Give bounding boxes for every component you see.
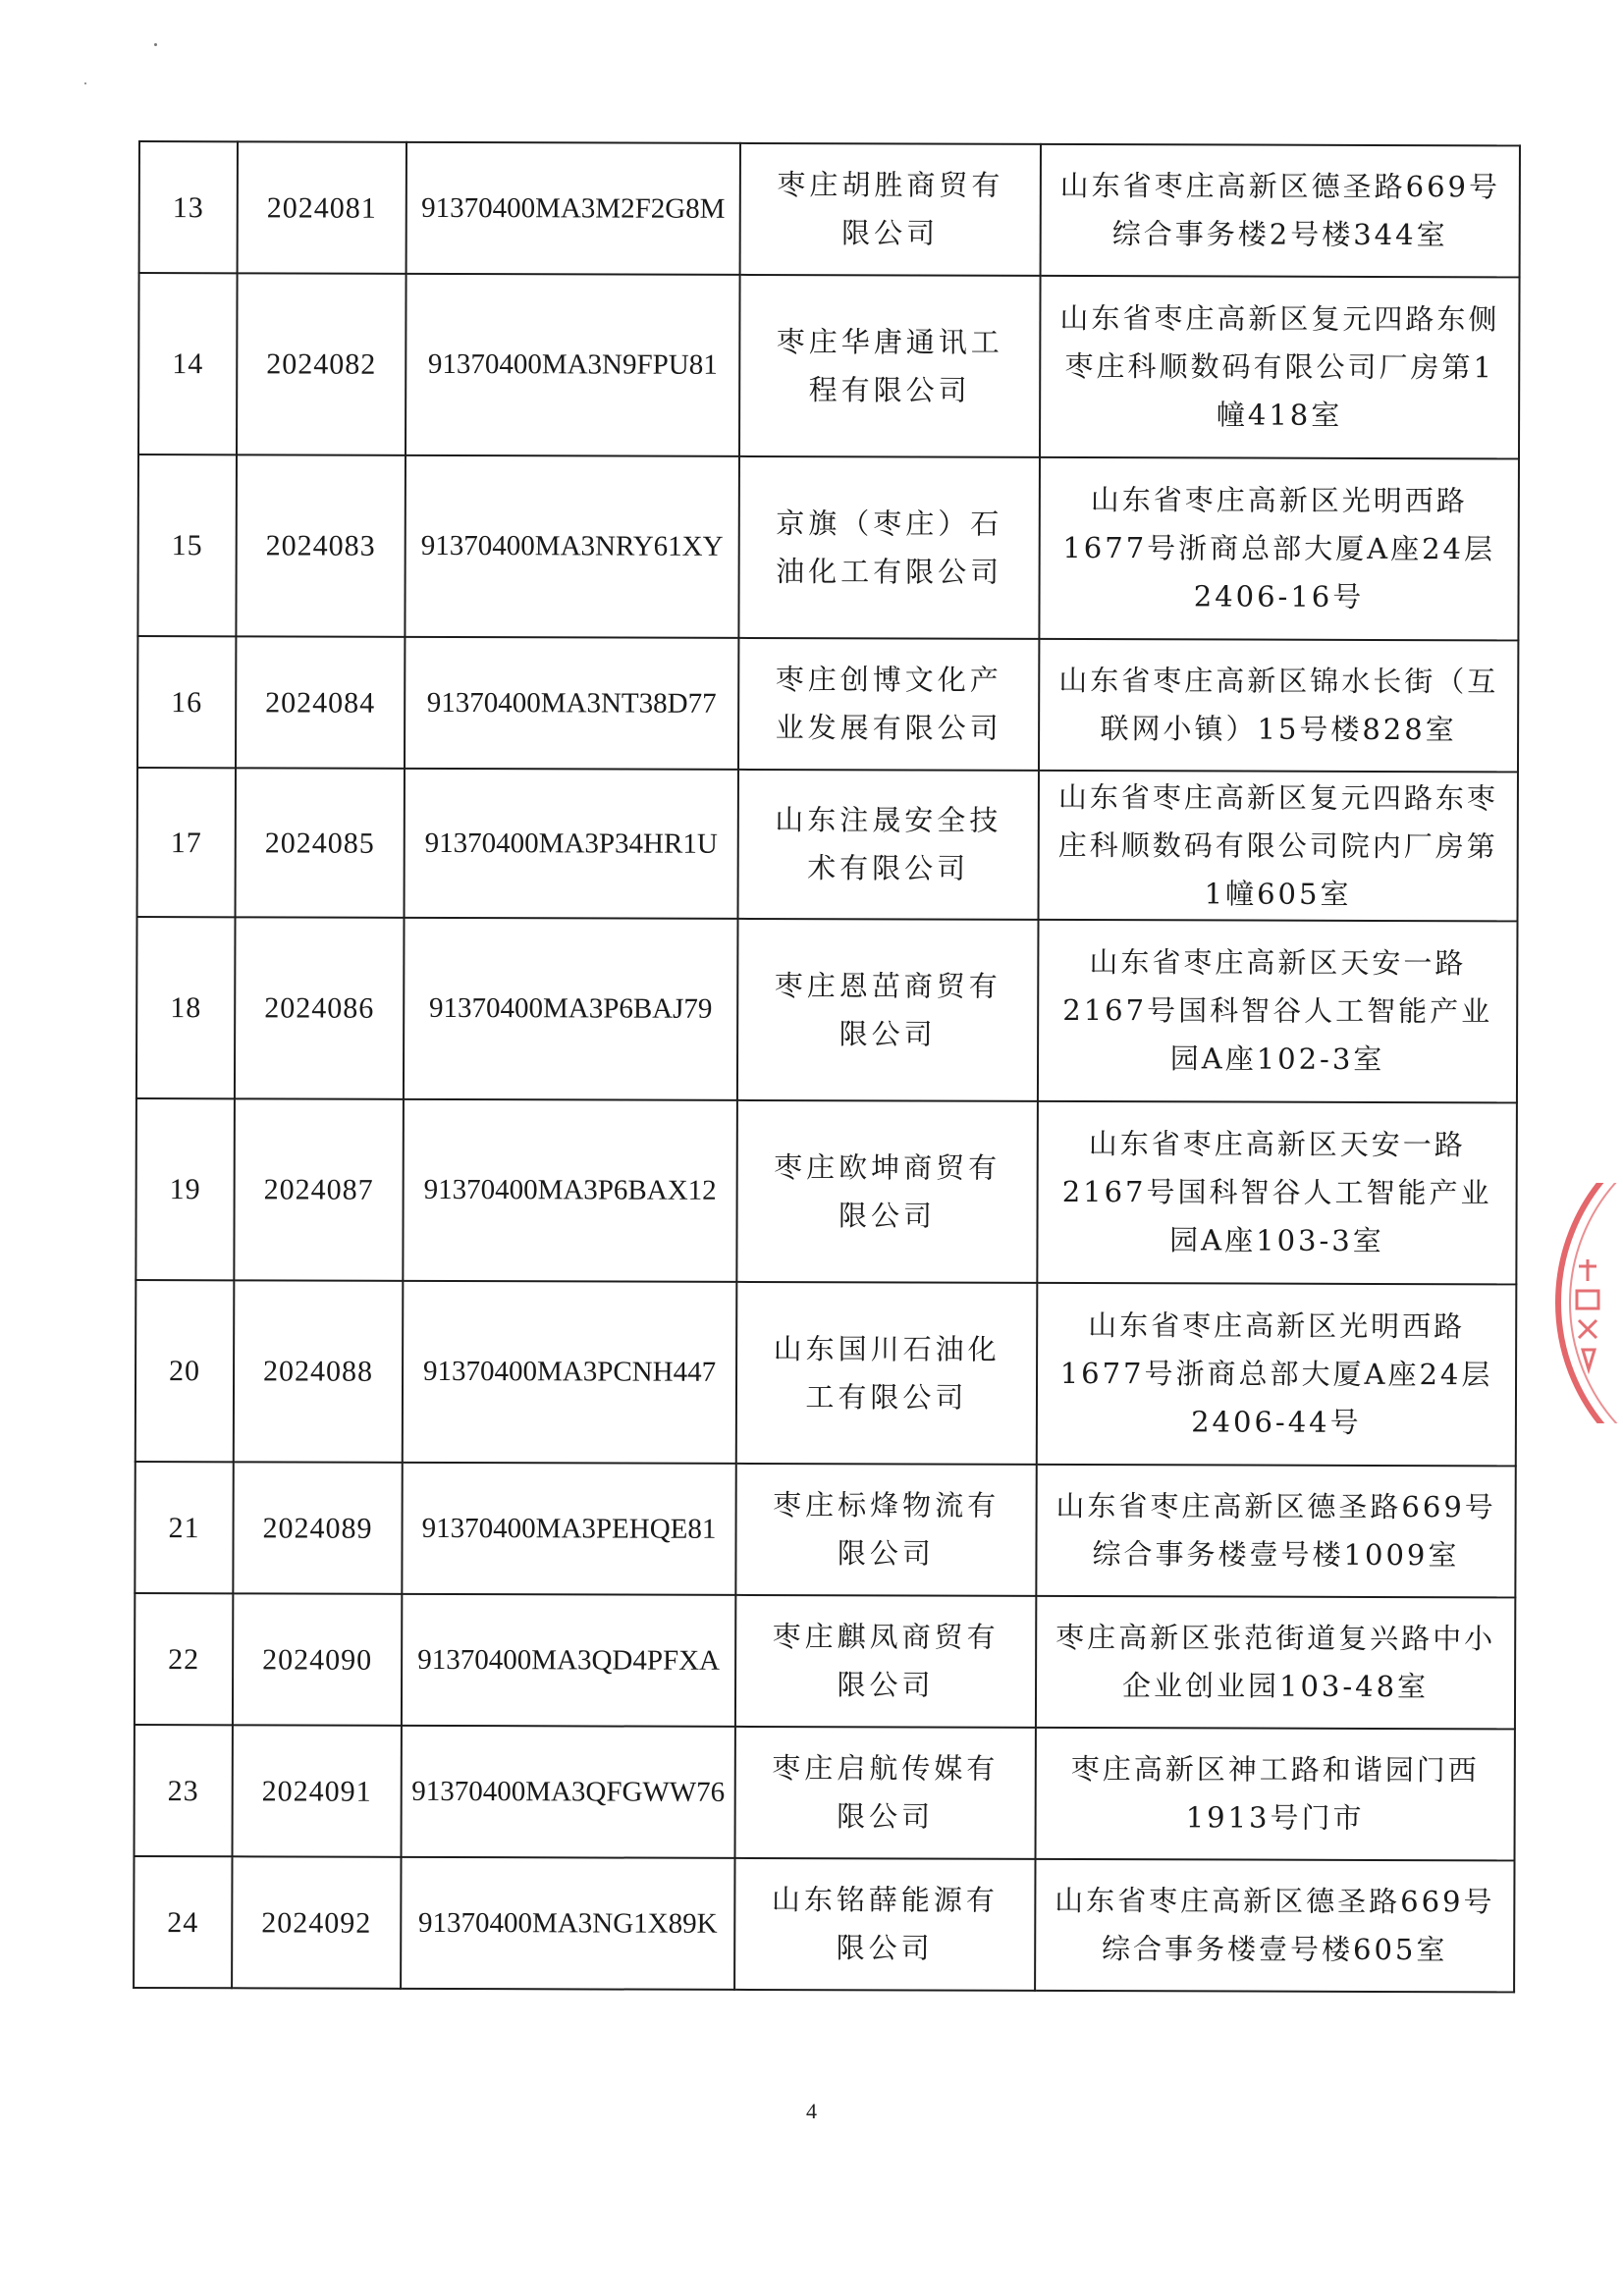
registration-code-cell: 2024089	[233, 1462, 402, 1594]
row-index-cell: 19	[135, 1098, 235, 1280]
table-row	[137, 768, 1518, 921]
registration-code-cell: 2024082	[237, 273, 406, 455]
table-row	[137, 636, 1518, 772]
scan-speck	[84, 82, 86, 84]
credit-code-cell: 91370400MA3P34HR1U	[405, 769, 738, 919]
credit-code-cell: 91370400MA3N9FPU81	[406, 274, 740, 456]
company-name-cell: 枣庄标烽物流有限公司	[735, 1464, 1036, 1596]
company-name-cell: 山东国川石油化工有限公司	[736, 1282, 1038, 1465]
row-index-cell: 21	[135, 1462, 233, 1593]
table-row	[139, 141, 1520, 277]
registry-table-body	[134, 141, 1520, 1992]
credit-code-cell: 91370400MA3NRY61XY	[405, 455, 739, 638]
credit-code-cell: 91370400MA3NT38D77	[405, 637, 738, 770]
address-cell: 枣庄高新区神工路和谐园门西1913号门市	[1036, 1728, 1515, 1861]
company-name-cell: 枣庄华唐通讯工程有限公司	[739, 275, 1041, 457]
company-name-cell: 枣庄恩茁商贸有限公司	[737, 919, 1039, 1101]
table-row	[137, 454, 1519, 640]
registration-code-cell: 2024087	[234, 1098, 404, 1281]
address-cell: 山东省枣庄高新区复元四路东枣庄科顺数码有限公司院内厂房第1幢605室	[1039, 771, 1518, 922]
credit-code-cell: 91370400MA3PCNH447	[403, 1281, 737, 1464]
address-cell: 山东省枣庄高新区天安一路2167号国科智谷人工智能产业园A座103-3室	[1037, 1101, 1517, 1285]
enterprise-registry-table	[133, 140, 1521, 1993]
address-cell: 山东省枣庄高新区锦水长街（互联网小镇）15号楼828室	[1039, 639, 1518, 773]
address-cell: 山东省枣庄高新区天安一路2167号国科智谷人工智能产业园A座102-3室	[1038, 920, 1518, 1103]
company-name-cell: 山东铭薛能源有限公司	[734, 1858, 1035, 1991]
credit-code-cell: 91370400MA3QFGWW76	[402, 1726, 735, 1858]
row-index-cell: 17	[137, 768, 236, 917]
company-name-cell: 山东注晟安全技术有限公司	[738, 770, 1039, 920]
registration-code-cell: 2024086	[235, 917, 405, 1099]
seal-stamp	[1549, 1183, 1623, 1423]
address-cell: 山东省枣庄高新区德圣路669号综合事务楼2号楼344室	[1041, 144, 1520, 278]
company-name-cell: 枣庄欧坤商贸有限公司	[736, 1100, 1038, 1283]
credit-code-cell: 91370400MA3M2F2G8M	[406, 142, 740, 275]
credit-code-cell: 91370400MA3PEHQE81	[402, 1463, 735, 1595]
registration-code-cell: 2024092	[232, 1856, 401, 1989]
row-index-cell: 20	[135, 1280, 235, 1462]
credit-code-cell: 91370400MA3P6BAX12	[403, 1099, 737, 1282]
registration-code-cell: 2024083	[236, 454, 406, 637]
address-cell: 枣庄高新区张范街道复兴路中小企业创业园103-48室	[1036, 1596, 1515, 1730]
credit-code-cell: 91370400MA3QD4PFXA	[402, 1594, 735, 1727]
table-row	[135, 1593, 1515, 1729]
registration-code-cell: 2024084	[236, 636, 405, 769]
company-name-cell: 京旗（枣庄）石油化工有限公司	[738, 456, 1040, 639]
row-index-cell: 22	[135, 1593, 233, 1725]
registration-code-cell: 2024090	[233, 1593, 402, 1726]
registration-code-cell: 2024088	[234, 1280, 404, 1463]
row-index-cell: 15	[137, 454, 237, 636]
credit-code-cell: 91370400MA3NG1X89K	[401, 1857, 734, 1990]
company-name-cell: 枣庄启航传媒有限公司	[735, 1727, 1036, 1859]
address-cell: 山东省枣庄高新区光明西路1677号浙商总部大厦A座24层2406-16号	[1039, 457, 1519, 641]
row-index-cell: 23	[135, 1725, 233, 1856]
page-number: 4	[806, 2099, 817, 2123]
address-cell: 山东省枣庄高新区复元四路东侧枣庄科顺数码有限公司厂房第1幢418室	[1040, 276, 1520, 459]
registration-code-cell: 2024085	[236, 768, 405, 918]
row-index-cell: 13	[139, 141, 238, 273]
registration-code-cell: 2024081	[238, 141, 406, 274]
row-index-cell: 18	[136, 917, 236, 1098]
table-row	[136, 917, 1518, 1102]
table-row	[135, 1725, 1515, 1860]
table-row	[134, 1856, 1514, 1992]
company-name-cell: 枣庄麒凤商贸有限公司	[735, 1595, 1036, 1728]
table-row	[135, 1462, 1515, 1597]
table-row	[135, 1098, 1517, 1284]
company-name-cell: 枣庄胡胜商贸有限公司	[740, 143, 1041, 276]
row-index-cell: 14	[138, 273, 238, 454]
table-row	[135, 1280, 1517, 1466]
credit-code-cell: 91370400MA3P6BAJ79	[404, 918, 738, 1100]
company-name-cell: 枣庄创博文化产业发展有限公司	[738, 638, 1039, 771]
official-seal-fragment	[1549, 1183, 1623, 1423]
row-index-cell: 24	[134, 1856, 232, 1988]
scan-speck	[154, 43, 157, 46]
address-cell: 山东省枣庄高新区德圣路669号综合事务楼壹号楼1009室	[1036, 1465, 1515, 1598]
registration-code-cell: 2024091	[233, 1725, 402, 1857]
table-row	[138, 273, 1520, 458]
address-cell: 山东省枣庄高新区德圣路669号综合事务楼壹号楼605室	[1035, 1859, 1514, 1993]
address-cell: 山东省枣庄高新区光明西路1677号浙商总部大厦A座24层2406-44号	[1037, 1283, 1517, 1467]
row-index-cell: 16	[137, 636, 236, 768]
